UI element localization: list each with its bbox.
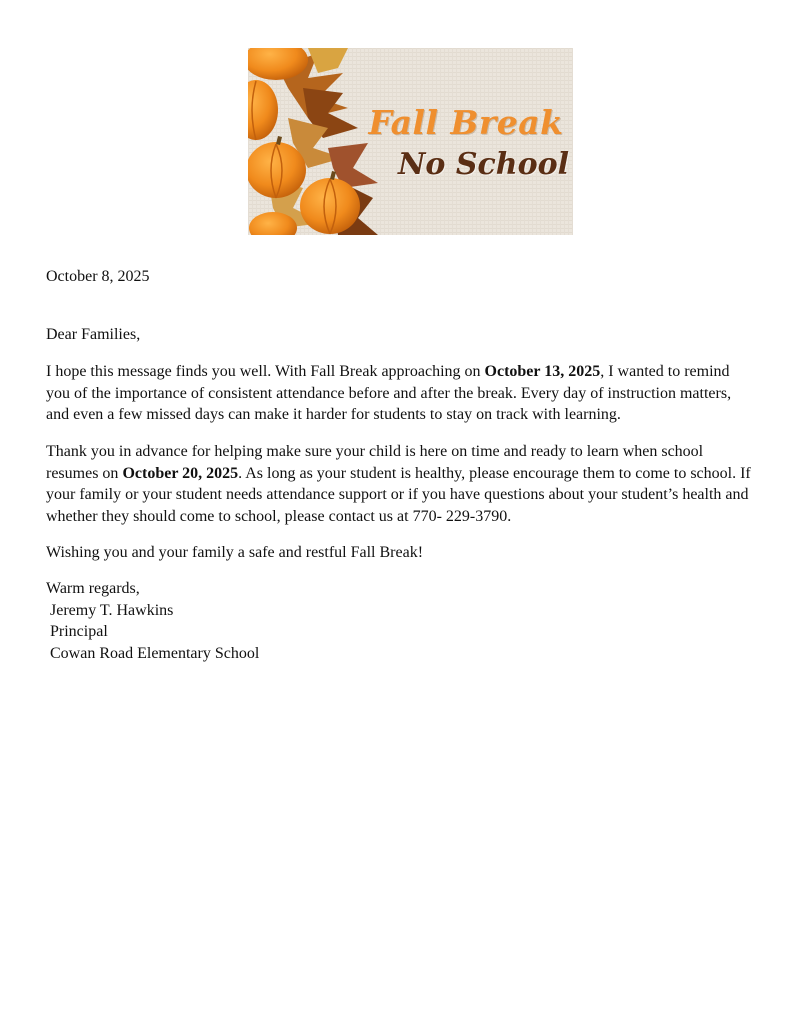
paragraph-text: Thank you in advance for helping make sure your child is here on time and ready to learn when school resumes on [46, 443, 704, 482]
letter-date: October 8, 2025 [46, 268, 150, 285]
signer-title: Principal [50, 623, 108, 640]
letter-greeting: Dear Families, [46, 326, 141, 343]
signer-name: Jeremy T. Hawkins [50, 601, 174, 619]
paragraph-fall-break-reminder [46, 361, 751, 426]
banner-subtitle: No School [398, 147, 570, 182]
banner-title: Fall Break [368, 103, 564, 142]
paragraph-text: , I wanted to remind you of the importance of consistent attendance before and after the break. Every day of instruction matters, and even a few missed days can make it harder for students to stay on track with learning. [46, 363, 732, 423]
fall-break-banner-image [248, 48, 573, 235]
paragraph-return-info [46, 441, 751, 527]
break-start-date: October 13, 2025 [484, 363, 601, 380]
closing: Warm regards, [46, 580, 140, 597]
school-resume-date: October 20, 2025 [122, 464, 239, 482]
signature-block [46, 578, 751, 664]
paragraph-well-wishes: Wishing you and your family a safe and restful Fall Break! [46, 544, 424, 561]
paragraph-text: . As long as your student is healthy, please encourage them to come to school. If your family or your student needs attendance support or if you have questions about your student’s health and whether they should come to school, please contact us at 770- 229-3790. [46, 464, 751, 525]
school-name: Cowan Road Elementary School [50, 644, 260, 662]
paragraph-text: I hope this message finds you well. With Fall Break approaching on [46, 363, 485, 380]
